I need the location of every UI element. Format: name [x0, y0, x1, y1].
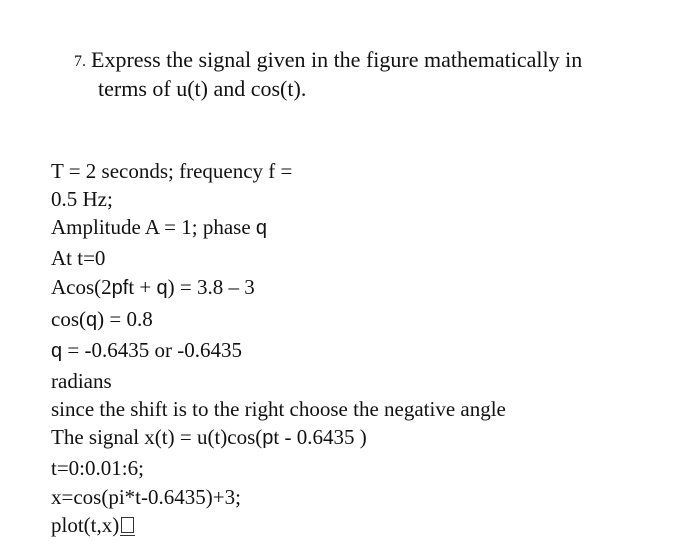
equation-2-phase: q [86, 309, 98, 331]
initial-time-text: At t=0 [51, 246, 106, 270]
shift-note-text: since the shift is to the right choose the negative angle [51, 397, 506, 421]
code-plot-command: plot(t,x) [51, 513, 120, 537]
question-number: 7. [74, 53, 86, 70]
equation-line-1 [51, 274, 255, 302]
equation-2-part-c: ) = 0.8 [97, 307, 153, 331]
code-signal-definition: x=cos(pi*t-0.6435)+3; [51, 485, 241, 509]
initial-time-line [51, 245, 105, 272]
signal-expression-part-c: t - 0.6435 ) [273, 425, 367, 449]
signal-expression-part-a: The signal x(t) = u(t)cos( [51, 425, 263, 449]
code-line-1 [51, 455, 144, 482]
equation-1-pi-f: pf [111, 277, 129, 299]
code-line-2 [51, 484, 241, 511]
phase-value-text: = -0.6435 or -0.6435 [62, 338, 242, 362]
signal-expression-line [51, 424, 367, 452]
equation-line-2 [51, 306, 153, 334]
phase-value-symbol: q [51, 340, 63, 362]
frequency-value-line [51, 186, 113, 213]
equation-1-part-e: ) = 3.8 – 3 [167, 275, 255, 299]
radians-text: radians [51, 369, 112, 393]
question-text [74, 46, 674, 102]
equation-1-part-c: t + [128, 275, 157, 299]
equation-1-phase: q [156, 277, 168, 299]
question-line-2: terms of u(t) and cos(t). [98, 76, 307, 101]
phase-value-line [51, 337, 242, 365]
signal-expression-pi: p [262, 427, 274, 449]
frequency-value-text: 0.5 Hz; [51, 187, 113, 211]
phase-symbol: q [255, 217, 268, 239]
missing-glyph-icon [121, 517, 134, 533]
code-line-3 [51, 512, 134, 539]
amplitude-phase-line [51, 214, 267, 242]
question-line-1: Express the signal given in the figure mathematically in [91, 47, 583, 72]
shift-note-line [51, 396, 506, 423]
period-frequency-line [51, 158, 292, 185]
equation-1-part-a: Acos(2 [51, 275, 112, 299]
period-frequency-text: T = 2 seconds; frequency f = [51, 159, 293, 183]
amplitude-text: Amplitude A = 1; phase [51, 215, 256, 239]
code-time-vector: t=0:0.01:6; [51, 456, 144, 480]
equation-2-part-a: cos( [51, 307, 86, 331]
radians-line [51, 368, 112, 395]
